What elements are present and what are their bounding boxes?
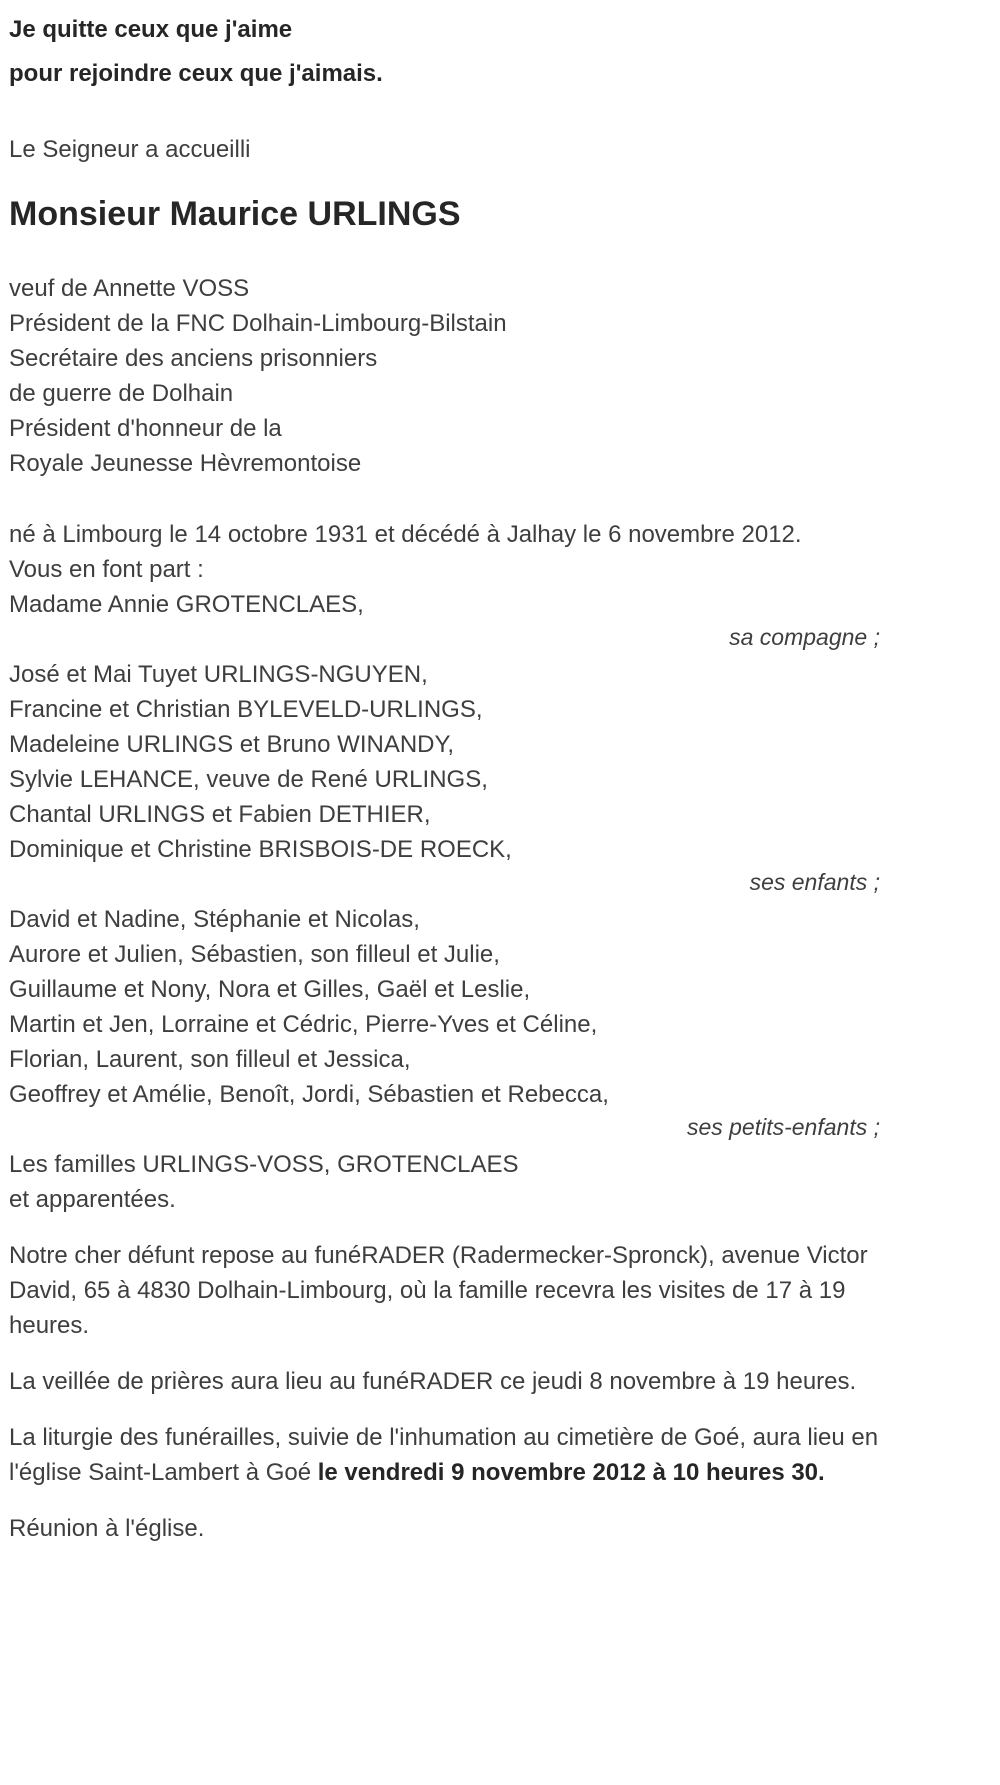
epigraph-line-2: pour rejoindre ceux que j'aimais. — [9, 60, 383, 87]
paragraph-veillee: La veillée de prières aura lieu au funéRADER ce jeudi 8 novembre à 19 heures. — [9, 1368, 857, 1395]
family-group-companion — [9, 587, 880, 653]
paragraph-liturgie-date: le vendredi 9 novembre 2012 à 10 heures 30. — [317, 1459, 825, 1486]
title-line: veuf de Annette VOSS — [9, 275, 250, 302]
family-member-line: Dominique et Christine BRISBOIS-DE ROECK, — [9, 836, 512, 863]
family-member-line: Aurore et Julien, Sébastien, son filleul et Julie, — [9, 941, 500, 968]
family-member-line: Florian, Laurent, son filleul et Jessica, — [9, 1046, 411, 1073]
relation-label-grandchildren: ses petits-enfants ; — [686, 1114, 880, 1140]
family-member-line: Francine et Christian BYLEVELD-URLINGS, — [9, 696, 483, 723]
titles-block — [9, 271, 880, 481]
families-line: Les familles URLINGS-VOSS, GROTENCLAES — [9, 1151, 519, 1178]
relation-label-children: ses enfants ; — [749, 869, 880, 895]
announcement-line: Vous en font part : — [9, 556, 204, 583]
deceased-name: Monsieur Maurice URLINGS — [9, 195, 461, 233]
families-line: et apparentées. — [9, 1186, 176, 1213]
family-member-line: Guillaume et Nony, Nora et Gilles, Gaël et Leslie, — [9, 976, 531, 1003]
family-member-line: Madeleine URLINGS et Bruno WINANDY, — [9, 731, 455, 758]
family-member-line: Geoffrey et Amélie, Benoît, Jordi, Sébastien et Rebecca, — [9, 1081, 609, 1108]
life-dates: né à Limbourg le 14 octobre 1931 et décédé à Jalhay le 6 novembre 2012. — [9, 521, 802, 548]
paragraph-repose: Notre cher défunt repose au funéRADER (Radermecker-Spronck), avenue Victor David, 65 à 4830 Dolhain-Limbourg, où la famille recevra les visites de 17 à 19 heures. — [9, 1242, 868, 1339]
family-member-line: David et Nadine, Stéphanie et Nicolas, — [9, 906, 420, 933]
family-member-line: Sylvie LEHANCE, veuve de René URLINGS, — [9, 766, 488, 793]
family-group-grandchildren — [9, 902, 880, 1143]
title-line: de guerre de Dolhain — [9, 380, 234, 407]
family-member-line: Chantal URLINGS et Fabien DETHIER, — [9, 801, 431, 828]
intro-line: Le Seigneur a accueilli — [9, 136, 251, 163]
paragraph-liturgie-text: La liturgie des funérailles, suivie de l'inhumation au cimetière de Goé, aura lieu en l'église Saint-Lambert à Goé — [9, 1424, 879, 1486]
title-line: Président de la FNC Dolhain-Limbourg-Bilstain — [9, 310, 507, 337]
family-member-line: José et Mai Tuyet URLINGS-NGUYEN, — [9, 661, 428, 688]
paragraph-reunion: Réunion à l'église. — [9, 1515, 205, 1542]
family-member-line: Madame Annie GROTENCLAES, — [9, 591, 364, 618]
paragraph-liturgie — [9, 1420, 880, 1490]
epigraph-line-1: Je quitte ceux que j'aime — [9, 16, 293, 43]
title-line: Président d'honneur de la — [9, 415, 282, 442]
title-line: Secrétaire des anciens prisonniers — [9, 345, 378, 372]
relation-label-companion: sa compagne ; — [729, 624, 880, 650]
family-group-children — [9, 657, 880, 898]
family-member-line: Martin et Jen, Lorraine et Cédric, Pierre-Yves et Céline, — [9, 1011, 598, 1038]
families-block — [9, 1147, 880, 1217]
title-line: Royale Jeunesse Hèvremontoise — [9, 450, 362, 477]
